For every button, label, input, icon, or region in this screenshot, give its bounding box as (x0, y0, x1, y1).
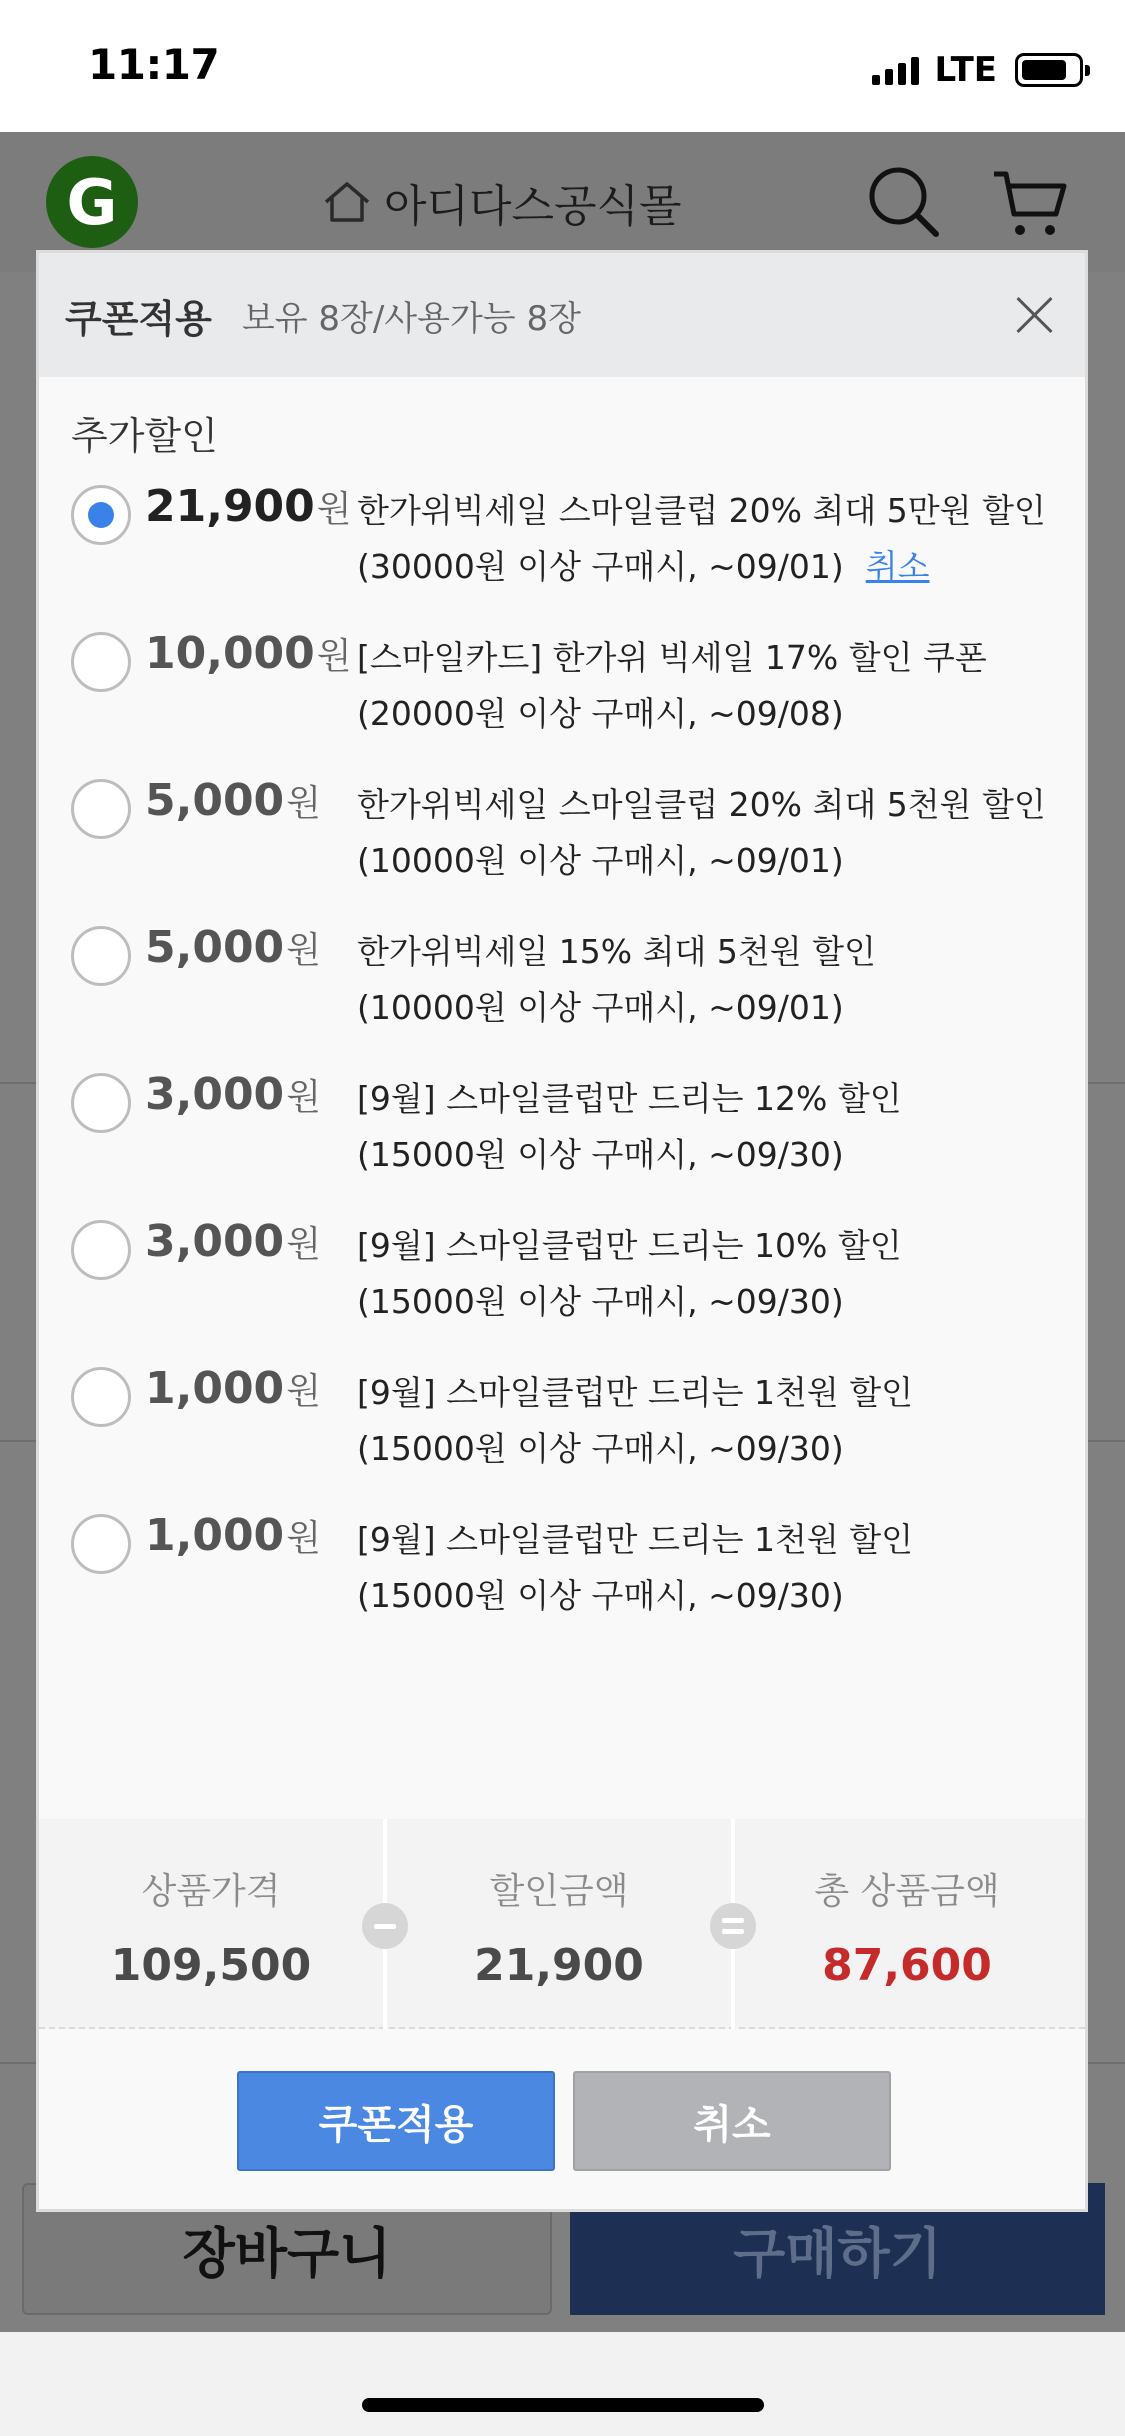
coupon-radio[interactable] (71, 1367, 131, 1427)
coupon-radio[interactable] (71, 485, 131, 545)
coupon-amount-value: 21,900 (145, 481, 315, 532)
coupon-description (357, 1218, 902, 1330)
coupon-condition: (15000원 이상 구매시, ~09/30) (357, 1576, 844, 1615)
close-icon[interactable] (1015, 295, 1055, 335)
product-price-label: 상품가격 (141, 1871, 281, 1912)
coupon-condition: (15000원 이상 구매시, ~09/30) (357, 1135, 844, 1174)
coupon-condition-row (357, 1127, 902, 1183)
currency-unit: 원 (286, 783, 321, 824)
coupon-item[interactable] (39, 1208, 1085, 1355)
coupon-description (357, 630, 987, 742)
coupon-amount (145, 922, 321, 973)
coupon-title: [9월] 스마일클럽만 드리는 12% 할인 (357, 1079, 902, 1118)
coupon-condition: (30000원 이상 구매시, ~09/01) (357, 547, 844, 586)
coupon-radio[interactable] (71, 632, 131, 692)
buy-button[interactable]: 구매하기 (570, 2183, 1105, 2315)
apply-coupon-button[interactable]: 쿠폰적용 (237, 2071, 555, 2171)
search-icon[interactable] (866, 164, 942, 240)
coupon-title: 한가위빅세일 15% 최대 5천원 할인 (357, 932, 876, 971)
coupon-condition-row (357, 980, 876, 1036)
total-label: 총 상품금액 (814, 1871, 1000, 1912)
coupon-title: [9월] 스마일클럽만 드리는 1천원 할인 (357, 1520, 913, 1559)
coupon-condition: (10000원 이상 구매시, ~09/01) (357, 988, 844, 1027)
coupon-amount (145, 1363, 321, 1414)
coupon-title: [9월] 스마일클럽만 드리는 1천원 할인 (357, 1373, 913, 1412)
coupon-amount-value: 1,000 (145, 1363, 285, 1414)
coupon-condition-row (357, 1274, 902, 1330)
coupon-condition: (10000원 이상 구매시, ~09/01) (357, 841, 844, 880)
coupon-radio[interactable] (71, 779, 131, 839)
coupon-radio[interactable] (71, 926, 131, 986)
battery-icon (1015, 53, 1083, 87)
home-indicator[interactable] (362, 2398, 764, 2412)
coupon-amount (145, 1510, 321, 1561)
coupon-description (357, 777, 1046, 889)
coupon-description (357, 1071, 902, 1183)
coupon-radio[interactable] (71, 1073, 131, 1133)
coupon-condition-row (357, 1568, 913, 1624)
coupon-item[interactable] (39, 1355, 1085, 1502)
coupon-condition: (20000원 이상 구매시, ~09/08) (357, 694, 844, 733)
discount-value: 21,900 (474, 1940, 644, 1991)
coupon-title: [9월] 스마일클럽만 드리는 10% 할인 (357, 1226, 902, 1265)
coupon-amount (145, 775, 321, 826)
coupon-condition-row (357, 539, 1046, 595)
coupon-radio[interactable] (71, 1220, 131, 1280)
total-column (735, 1819, 1079, 2029)
coupon-amount (145, 1216, 321, 1267)
home-area (0, 2332, 1125, 2436)
coupon-amount-value: 3,000 (145, 1216, 285, 1267)
currency-unit: 원 (316, 489, 352, 530)
coupon-item[interactable] (39, 767, 1085, 914)
coupon-amount-value: 3,000 (145, 1069, 285, 1120)
coupon-amount (145, 1069, 321, 1120)
network-type: LTE (934, 50, 997, 90)
coupon-condition-row (357, 686, 987, 742)
coupon-description (357, 1512, 913, 1624)
coupon-count: 보유 8장/사용가능 8장 (241, 298, 581, 339)
gmarket-logo[interactable]: G (46, 156, 138, 248)
signal-icon (872, 55, 919, 85)
coupon-amount (145, 481, 352, 532)
add-to-cart-button[interactable]: 장바구니 (22, 2183, 552, 2315)
coupon-amount-value: 1,000 (145, 1510, 285, 1561)
status-time: 11:17 (88, 40, 220, 89)
coupon-amount (145, 628, 352, 679)
coupon-modal (36, 250, 1088, 2212)
discount-label: 할인금액 (489, 1871, 629, 1912)
currency-unit: 원 (286, 930, 321, 971)
coupon-description (357, 1365, 913, 1477)
coupon-description (357, 483, 1046, 595)
status-indicators (872, 50, 1083, 90)
currency-unit: 원 (286, 1518, 321, 1559)
product-price-value: 109,500 (110, 1940, 312, 1991)
coupon-amount-value: 10,000 (145, 628, 315, 679)
coupon-item[interactable] (39, 620, 1085, 767)
coupon-title: [스마일카드] 한가위 빅세일 17% 할인 쿠폰 (357, 638, 987, 677)
coupon-radio[interactable] (71, 1514, 131, 1574)
coupon-condition: (15000원 이상 구매시, ~09/30) (357, 1282, 844, 1321)
coupon-amount-value: 5,000 (145, 775, 285, 826)
modal-title: 쿠폰적용 (65, 296, 212, 341)
coupon-item[interactable] (39, 914, 1085, 1061)
total-value: 87,600 (822, 1940, 992, 1991)
home-icon (322, 180, 372, 224)
coupon-description (357, 924, 876, 1036)
coupon-cancel-link[interactable]: 취소 (865, 547, 930, 586)
coupon-condition-row (357, 833, 1046, 889)
section-title: 추가할인 (71, 414, 218, 458)
price-summary (39, 1819, 1085, 2029)
currency-unit: 원 (286, 1371, 321, 1412)
coupon-condition: (15000원 이상 구매시, ~09/30) (357, 1429, 844, 1468)
store-title[interactable] (322, 170, 682, 234)
coupon-condition-row (357, 1421, 913, 1477)
coupon-item[interactable] (39, 1061, 1085, 1208)
coupon-item[interactable] (39, 473, 1085, 620)
currency-unit: 원 (286, 1077, 321, 1118)
product-price-column (39, 1819, 383, 2029)
currency-unit: 원 (286, 1224, 321, 1265)
coupon-item[interactable] (39, 1502, 1085, 1649)
modal-header (39, 253, 1085, 377)
coupon-title: 한가위빅세일 스마일클럽 20% 최대 5천원 할인 (357, 785, 1046, 824)
status-bar (0, 0, 1125, 132)
currency-unit: 원 (316, 636, 352, 677)
coupon-list (39, 473, 1085, 1649)
cart-icon[interactable] (990, 168, 1070, 240)
coupon-title: 한가위빅세일 스마일클럽 20% 최대 5만원 할인 (357, 491, 1046, 530)
discount-column (387, 1819, 731, 2029)
cancel-button[interactable]: 취소 (573, 2071, 891, 2171)
radio-selected-dot (88, 502, 114, 528)
store-title-label: 아디다스공식몰 (384, 181, 682, 232)
coupon-amount-value: 5,000 (145, 922, 285, 973)
